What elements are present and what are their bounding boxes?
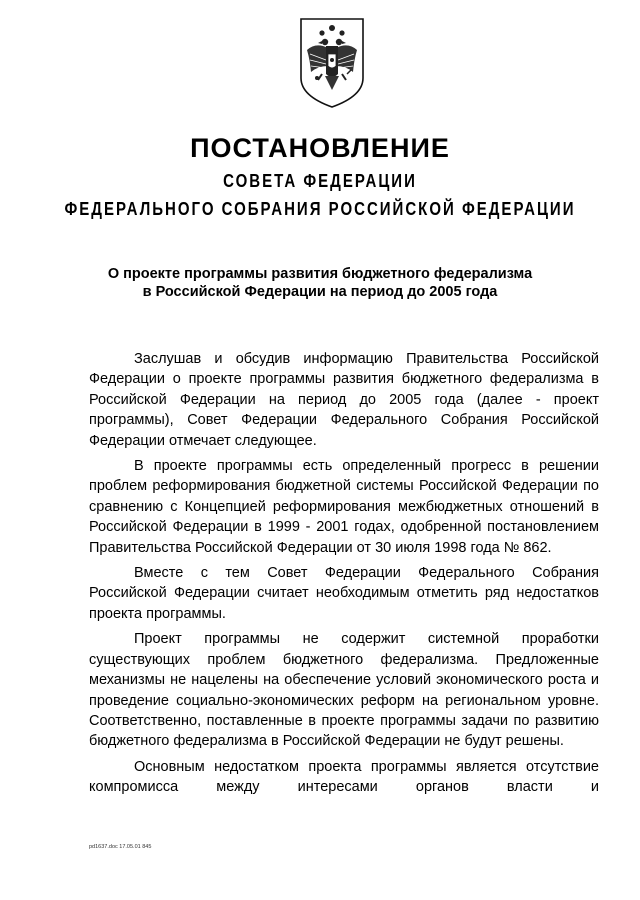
subject-line-2: в Российской Федерации на период до 2005 года xyxy=(142,284,498,300)
document-body xyxy=(89,349,599,803)
coat-of-arms-icon xyxy=(298,16,366,110)
document-subject xyxy=(0,265,640,301)
issuer-line-2: ФЕДЕРАЛЬНОГО СОБРАНИЯ РОССИЙСКОЙ ФЕДЕРАЦИИ xyxy=(64,198,576,221)
body-paragraph: Заслушав и обсудив информацию Правительства Российской Федерации о проекте программы развития бюджетного федерализма в Российской Федерации на период до 2005 года (далее - проект программы), Совет Федерации Федерального Собрания Российской Федерации отмечает следующее. xyxy=(89,351,599,449)
body-paragraph: Проект программы не содержит системной проработки существующих проблем бюджетного федерализма. Предложенные механизмы не нацелены на обеспечение условий экономического роста и проведение социально-экономических реформ на региональном уровне. Соответственно, поставленные в проекте программы задачи по развитию бюджетного федерализма в Российской Федерации не будут решены. xyxy=(89,631,599,750)
file-stamp: pd1637.doc 17.05.01 845 xyxy=(89,844,152,850)
body-paragraph: В проекте программы есть определенный прогресс в решении проблем реформирования бюджетной системы Российской Федерации по сравнению с Концепцией реформирования межбюджетных отношений в Российской Федерации в 1999 - 2001 годах, одобренной постановлением Правительства Российской Федерации от 30 июля 1998 года № 862. xyxy=(89,458,599,556)
document-title: ПОСТАНОВЛЕНИЕ xyxy=(190,133,450,163)
subject-line-1: О проекте программы развития бюджетного федерализма xyxy=(107,266,533,282)
issuer-line-1: СОВЕТА ФЕДЕРАЦИИ xyxy=(223,170,417,193)
body-paragraph: Основным недостатком проекта программы является отсутствие компромисса между интересами органов власти и xyxy=(89,758,599,796)
body-paragraph: Вместе с тем Совет Федерации Федерального Собрания Российской Федерации считает необходимым отметить ряд недостатков проекта программы. xyxy=(89,565,599,622)
